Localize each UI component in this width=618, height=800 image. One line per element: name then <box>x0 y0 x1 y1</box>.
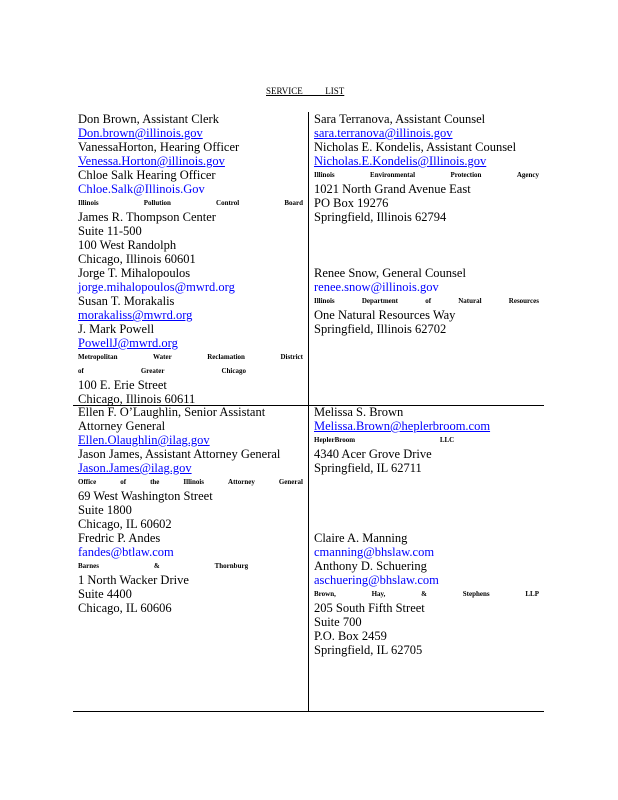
organization-word: LLC <box>439 436 455 444</box>
spacer <box>314 252 539 266</box>
organization-word: Attorney <box>228 478 255 486</box>
address-line: P.O. Box 2459 <box>314 629 387 643</box>
organization-name <box>78 559 303 573</box>
email-link[interactable]: Nicholas.E.Kondelis@Illinois.gov <box>314 154 487 168</box>
organization-word: Pollution <box>143 199 171 207</box>
organization-word: & <box>421 590 428 598</box>
address-line: 100 E. Erie Street <box>78 378 167 392</box>
organization-word: Reclamation <box>207 353 245 361</box>
organization-word: of <box>120 478 127 486</box>
address-line: Claire A. Manning <box>314 531 408 545</box>
address-line: Springfield, IL 62705 <box>314 643 423 657</box>
spacer <box>314 517 539 531</box>
organization-name <box>314 294 539 308</box>
email-link[interactable]: PowellJ@mwrd.org <box>78 336 178 350</box>
address-line: Springfield, IL 62711 <box>314 461 422 475</box>
address-line: Attorney General <box>78 419 166 433</box>
organization-word: Department <box>361 297 398 305</box>
organization-word: Barnes <box>78 562 99 570</box>
bottom-rule <box>73 711 544 712</box>
spacer <box>314 489 539 503</box>
cell-bottom-left <box>78 405 303 615</box>
address-line: Nicholas E. Kondelis, Assistant Counsel <box>314 140 517 154</box>
spacer <box>314 475 539 489</box>
organization-word: Brown, <box>314 590 336 598</box>
cell-bottom-right <box>314 405 539 657</box>
organization-word: Protection <box>450 171 482 179</box>
address-line: Chicago, IL 60606 <box>78 601 172 615</box>
organization-word: of <box>425 297 432 305</box>
organization-word: Hay, <box>371 590 386 598</box>
organization-word: HeplerBroom <box>314 436 356 444</box>
page-title: SERVICE LIST <box>266 86 345 96</box>
address-line: Chicago, Illinois 60611 <box>78 392 196 406</box>
organization-word: District <box>280 353 303 361</box>
organization-word: Control <box>216 199 240 207</box>
email-link[interactable]: aschuering@bhslaw.com <box>314 573 439 587</box>
email-link[interactable]: renee.snow@illinois.gov <box>314 280 439 294</box>
organization-word: Metropolitan <box>78 353 118 361</box>
spacer <box>314 238 539 252</box>
organization-name <box>78 196 303 210</box>
email-link[interactable]: Venessa.Horton@illinois.gov <box>78 154 225 168</box>
organization-word: General <box>278 478 303 486</box>
organization-word: of <box>78 367 84 375</box>
organization-word: Greater <box>140 367 165 375</box>
address-line: VanessaHorton, Hearing Officer <box>78 140 240 154</box>
cell-top-right <box>314 112 539 336</box>
address-line: 1 North Wacker Drive <box>78 573 189 587</box>
address-line: Don Brown, Assistant Clerk <box>78 112 219 126</box>
address-line: Chicago, Illinois 60601 <box>78 252 196 266</box>
email-link[interactable]: sara.terranova@illinois.gov <box>314 126 453 140</box>
email-link[interactable]: Ellen.Olaughlin@ilag.gov <box>78 433 210 447</box>
spacer <box>314 224 539 238</box>
address-line: J. Mark Powell <box>78 322 155 336</box>
organization-word: Illinois <box>78 199 99 207</box>
cell-top-left <box>78 112 303 406</box>
email-link[interactable]: jorge.mihalopoulos@mwrd.org <box>78 280 235 294</box>
organization-name <box>78 364 303 378</box>
organization-word: Resources <box>508 297 539 305</box>
organization-word: Stephens <box>462 590 490 598</box>
organization-word: Natural <box>458 297 482 305</box>
address-line: 1021 North Grand Avenue East <box>314 182 471 196</box>
email-link[interactable]: cmanning@bhslaw.com <box>314 545 435 559</box>
address-line: Fredric P. Andes <box>78 531 161 545</box>
organization-word: Illinois <box>314 297 335 305</box>
organization-word: Chicago <box>221 367 246 375</box>
email-link[interactable]: Jason.James@ilag.gov <box>78 461 192 475</box>
organization-name <box>78 475 303 489</box>
address-line: 100 West Randolph <box>78 238 177 252</box>
service-list-table <box>73 112 544 712</box>
organization-word: Water <box>153 353 172 361</box>
email-link[interactable]: morakaliss@mwrd.org <box>78 308 193 322</box>
address-line: Anthony D. Schuering <box>314 559 427 573</box>
organization-name <box>314 433 539 447</box>
organization-word: the <box>150 478 160 486</box>
address-line: Chicago, IL 60602 <box>78 517 172 531</box>
email-link[interactable]: Melissa.Brown@heplerbroom.com <box>314 419 491 433</box>
address-line: Springfield, Illinois 62794 <box>314 210 447 224</box>
column-divider <box>308 112 309 712</box>
address-line: Sara Terranova, Assistant Counsel <box>314 112 486 126</box>
spacer <box>314 503 539 517</box>
email-link[interactable]: fandes@btlaw.com <box>78 545 174 559</box>
address-line: 69 West Washington Street <box>78 489 213 503</box>
address-line: 205 South Fifth Street <box>314 601 425 615</box>
address-line: PO Box 19276 <box>314 196 389 210</box>
organization-word: Board <box>284 199 303 207</box>
address-line: Chloe Salk Hearing Officer <box>78 168 216 182</box>
address-line: Suite 11-500 <box>78 224 142 238</box>
organization-name <box>314 587 539 601</box>
address-line: One Natural Resources Way <box>314 308 456 322</box>
address-line: Suite 700 <box>314 615 362 629</box>
organization-word: Illinois <box>183 478 205 486</box>
address-line: Jorge T. Mihalopoulos <box>78 266 191 280</box>
organization-word: Illinois <box>314 171 335 179</box>
address-line: Melissa S. Brown <box>314 405 404 419</box>
email-link[interactable]: Chloe.Salk@Illinois.Gov <box>78 182 205 196</box>
address-line: James R. Thompson Center <box>78 210 216 224</box>
address-line: Jason James, Assistant Attorney General <box>78 447 281 461</box>
address-line: Suite 1800 <box>78 503 132 517</box>
organization-word: & <box>153 562 160 570</box>
organization-name <box>314 168 539 182</box>
address-line: 4340 Acer Grove Drive <box>314 447 432 461</box>
address-line: Renee Snow, General Counsel <box>314 266 466 280</box>
organization-word: Office <box>78 478 97 486</box>
address-line: Ellen F. O’Laughlin, Senior Assistant <box>78 405 266 419</box>
organization-word: Agency <box>516 171 539 179</box>
organization-word: Environmental <box>370 171 416 179</box>
organization-name <box>78 350 303 364</box>
email-link[interactable]: Don.brown@illinois.gov <box>78 126 203 140</box>
organization-word: LLP <box>525 590 539 598</box>
address-line: Susan T. Morakalis <box>78 294 175 308</box>
organization-word: Thornburg <box>214 562 249 570</box>
address-line: Springfield, Illinois 62702 <box>314 322 447 336</box>
address-line: Suite 4400 <box>78 587 132 601</box>
